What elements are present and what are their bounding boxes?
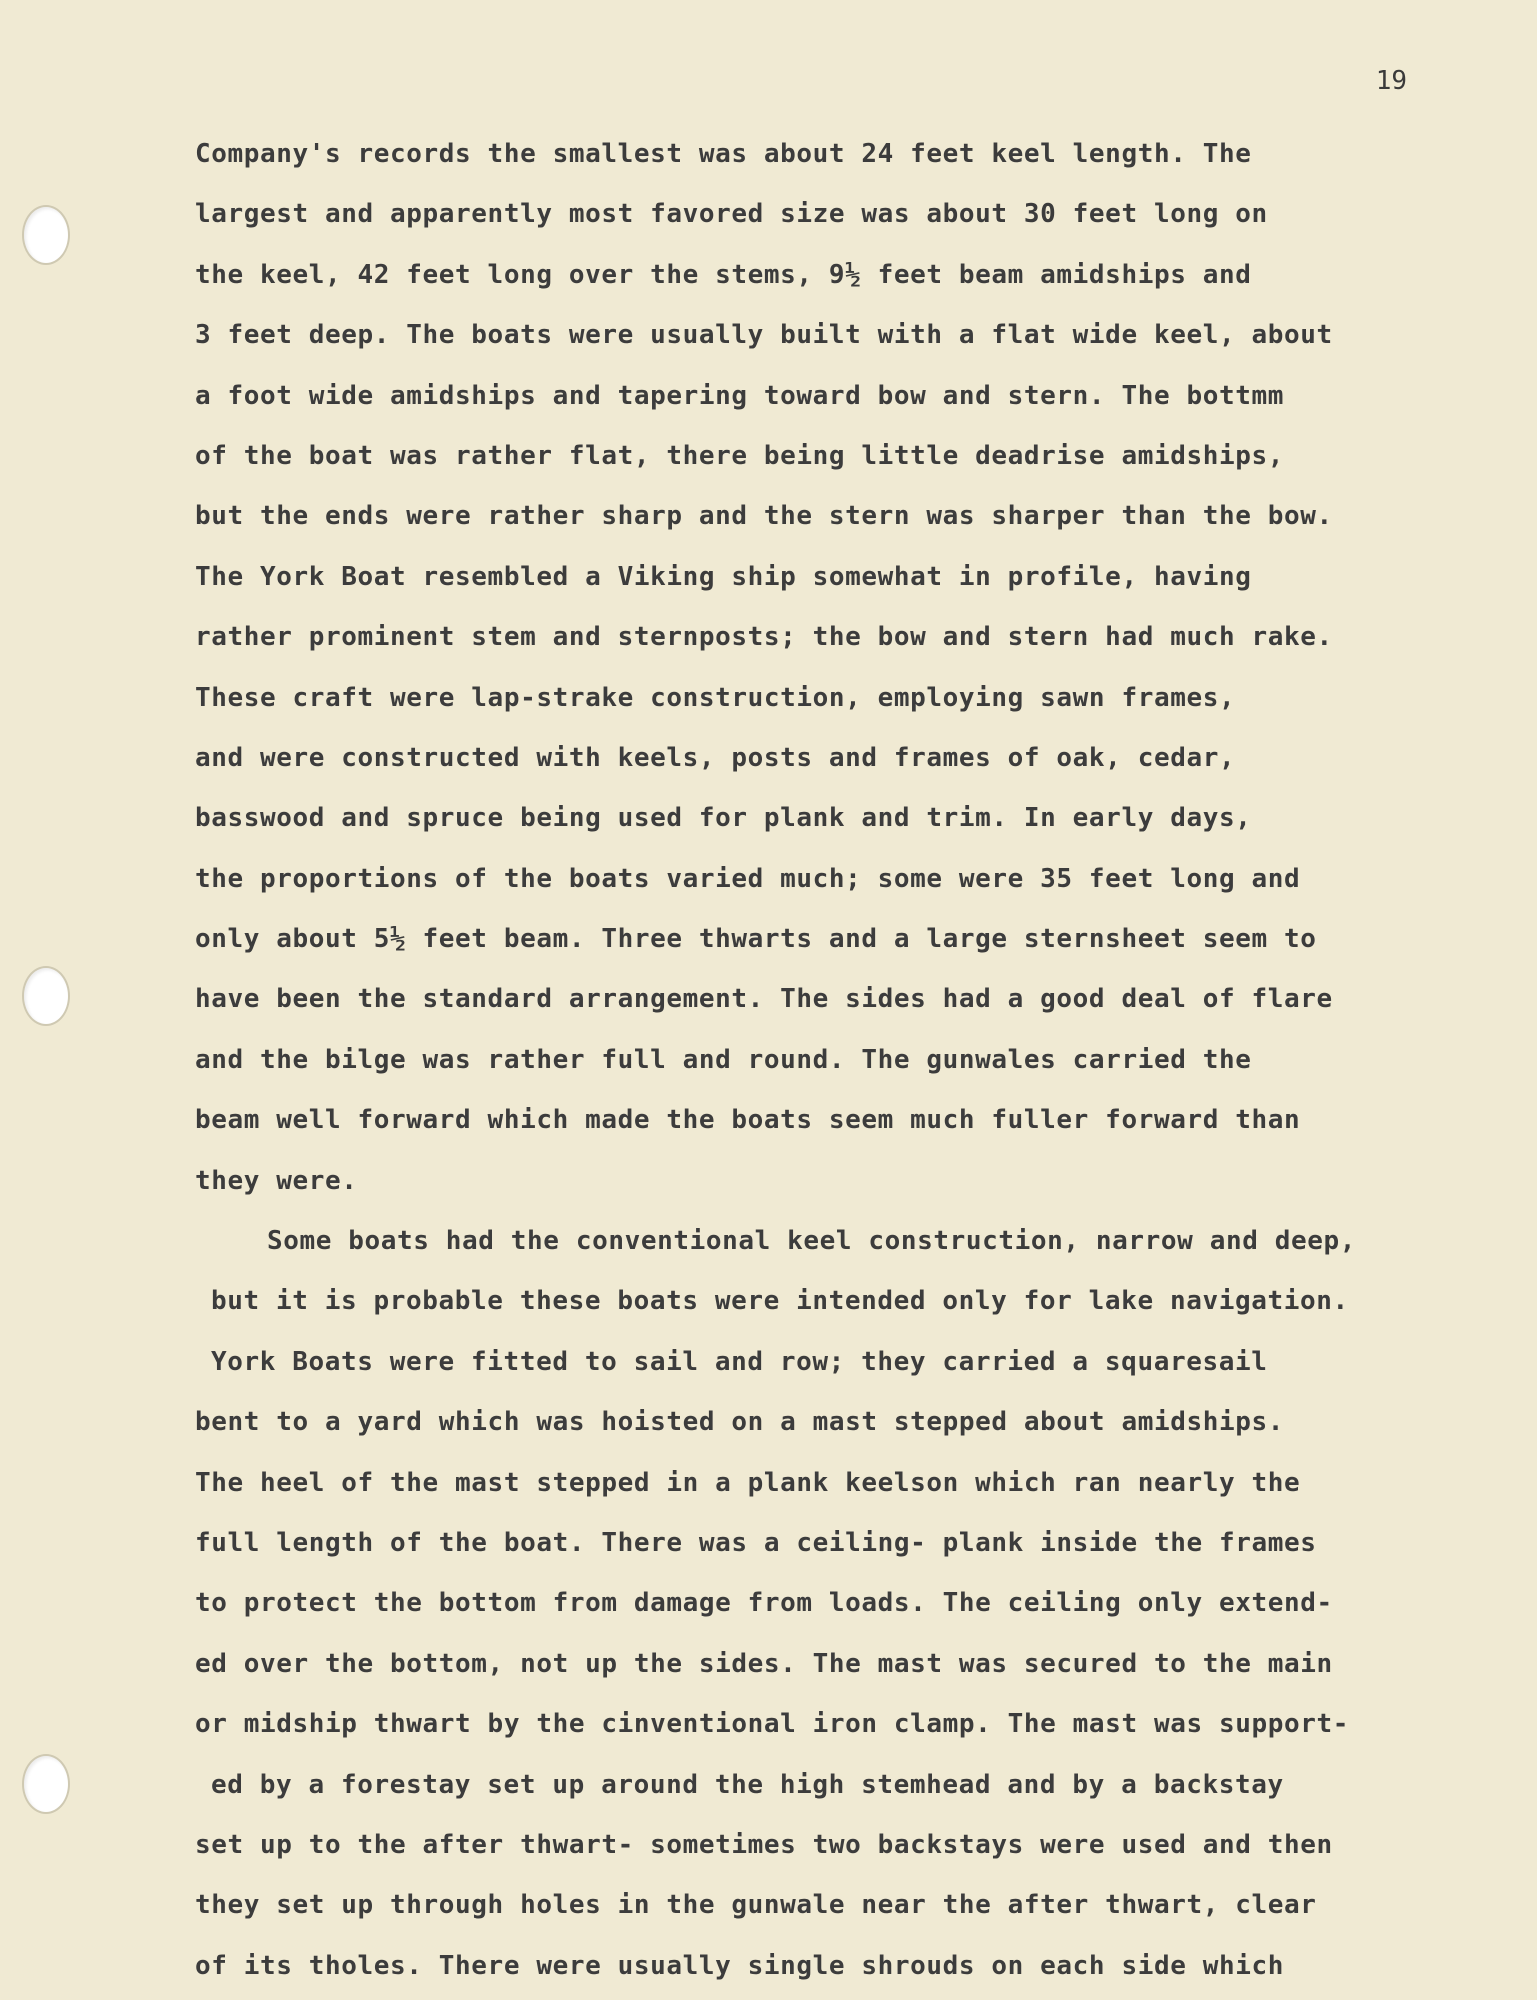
text-line: but it is probable these boats were intended only for lake navigation. (211, 1286, 1349, 1317)
body-text (195, 124, 1525, 1996)
text-line: 3 feet deep. The boats were usually built with a flat wide keel, about (195, 320, 1333, 351)
text-line: York Boats were fitted to sail and row; they carried a squaresail (211, 1346, 1268, 1377)
punch-hole-bottom (22, 1754, 70, 1814)
text-line: The York Boat resembled a Viking ship somewhat in profile, having (195, 561, 1252, 592)
text-line: the proportions of the boats varied much; some were 35 feet long and (195, 863, 1301, 894)
text-line: ed over the bottom, not up the sides. The mast was secured to the main (195, 1648, 1333, 1679)
page-number: 19 (1375, 66, 1407, 96)
text-line: and were constructed with keels, posts and frames of oak, cedar, (195, 742, 1236, 773)
text-line: rather prominent stem and sternposts; the bow and stern had much rake. (195, 622, 1333, 653)
text-line: bent to a yard which was hoisted on a mast stepped about amidships. (195, 1407, 1284, 1438)
text-line: These craft were lap-strake construction, employing sawn frames, (195, 682, 1236, 713)
text-line: the keel, 42 feet long over the stems, 9½ feet beam amidships and (195, 259, 1252, 290)
text-line: The heel of the mast stepped in a plank keelson which ran nearly the (195, 1467, 1301, 1498)
text-line: full length of the boat. There was a ceiling- plank inside the frames (195, 1527, 1317, 1558)
text-line: and the bilge was rather full and round. The gunwales carried the (195, 1044, 1252, 1075)
text-line: ed by a forestay set up around the high stemhead and by a backstay (211, 1769, 1284, 1800)
text-line: largest and apparently most favored size was about 30 feet long on (195, 199, 1268, 230)
text-line: of the boat was rather flat, there being little deadrise amidships, (195, 440, 1284, 471)
text-line: they set up through holes in the gunwale near the after thwart, clear (195, 1890, 1317, 1921)
text-line: beam well forward which made the boats seem much fuller forward than (195, 1105, 1301, 1136)
text-line: or midship thwart by the cinventional iron clamp. The mast was support- (195, 1709, 1349, 1740)
text-line: of its tholes. There were usually single shrouds on each side which (195, 1950, 1284, 1981)
text-line: Company's records the smallest was about 24 feet keel length. The (195, 139, 1252, 169)
text-line: they were. (195, 1165, 358, 1196)
text-line: basswood and spruce being used for plank and trim. In early days, (195, 803, 1252, 834)
text-line: set up to the after thwart- sometimes two backstays were used and then (195, 1829, 1333, 1860)
text-line: but the ends were rather sharp and the stern was sharper than the bow. (195, 501, 1333, 532)
text-line: to protect the bottom from damage from loads. The ceiling only extend- (195, 1588, 1333, 1619)
punch-hole-top (22, 205, 70, 265)
text-line: a foot wide amidships and tapering toward bow and stern. The bottmm (195, 380, 1284, 411)
text-line: have been the standard arrangement. The sides had a good deal of flare (195, 984, 1333, 1015)
punch-hole-middle (22, 966, 70, 1026)
text-line: only about 5½ feet beam. Three thwarts and a large sternsheet seem to (195, 924, 1317, 955)
text-line: Some boats had the conventional keel construction, narrow and deep, (267, 1226, 1356, 1257)
